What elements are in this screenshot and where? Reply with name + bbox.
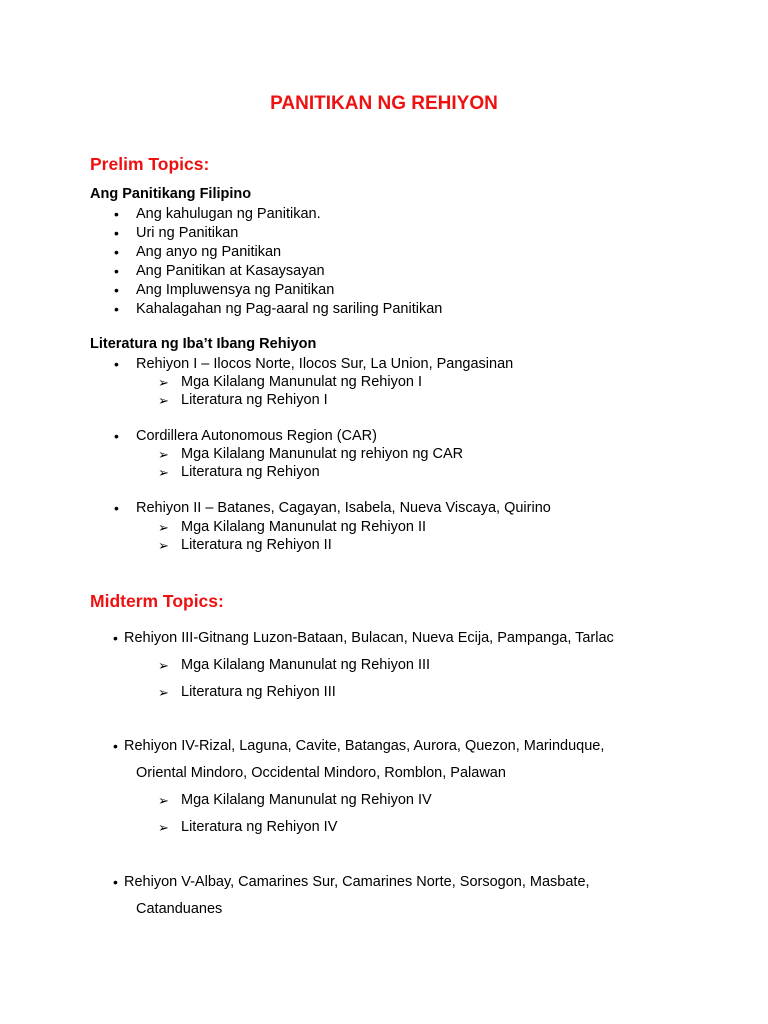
bullet-icon: • [114,225,119,241]
arrow-bullet-icon: ➢ [158,465,169,480]
arrow-bullet-icon: ➢ [158,658,169,673]
sub-list-item-text: Mga Kilalang Manunulat ng Rehiyon III [181,657,431,673]
sub-list-item-text: Literatura ng Rehiyon III [181,684,336,700]
list-item-text: Ang kahulugan ng Panitikan. [136,206,321,222]
midterm-heading: Midterm Topics: [90,591,224,611]
bullet-icon: • [114,206,119,222]
region-label-continuation: Oriental Mindoro, Occidental Mindoro, Romblon, Palawan [136,765,506,781]
arrow-bullet-icon: ➢ [158,447,169,462]
arrow-bullet-icon: ➢ [158,393,169,408]
sub-list-item-text: Literatura ng Rehiyon II [181,537,332,553]
sub-list-item-text: Mga Kilalang Manunulat ng Rehiyon IV [181,792,432,808]
list-item-text: Ang anyo ng Panitikan [136,244,282,260]
region-label: Rehiyon IV-Rizal, Laguna, Cavite, Batangas, Aurora, Quezon, Marinduque, [124,738,605,754]
bullet-icon: • [113,874,118,890]
arrow-bullet-icon: ➢ [158,375,169,390]
region-label: Rehiyon I – Ilocos Norte, Ilocos Sur, La Union, Pangasinan [136,356,514,372]
arrow-bullet-icon: ➢ [158,793,169,808]
prelim-heading: Prelim Topics: [90,154,210,174]
bullet-icon: • [113,738,118,754]
bullet-icon: • [114,356,119,372]
arrow-bullet-icon: ➢ [158,685,169,700]
sub-list-item-text: Literatura ng Rehiyon I [181,392,328,408]
bullet-icon: • [114,263,119,279]
arrow-bullet-icon: ➢ [158,538,169,553]
sub-list-item-text: Mga Kilalang Manunulat ng rehiyon ng CAR [181,446,464,462]
list-item-text: Uri ng Panitikan [136,225,239,241]
region-label-continuation: Catanduanes [136,901,223,917]
bullet-icon: • [114,301,119,317]
region-label: Rehiyon II – Batanes, Cagayan, Isabela, Nueva Viscaya, Quirino [136,500,551,516]
arrow-bullet-icon: ➢ [158,520,169,535]
region-label: Rehiyon III-Gitnang Luzon-Bataan, Bulacan, Nueva Ecija, Pampanga, Tarlac [124,630,614,646]
sub-list-item-text: Mga Kilalang Manunulat ng Rehiyon II [181,519,427,535]
bullet-icon: • [114,500,119,516]
list-item-text: Ang Panitikan at Kasaysayan [136,263,325,279]
list-item-text: Kahalagahan ng Pag-aaral ng sariling Panitikan [136,301,443,317]
region-label: Cordillera Autonomous Region (CAR) [136,428,377,444]
bullet-icon: • [113,630,118,646]
sub-list-item-text: Mga Kilalang Manunulat ng Rehiyon I [181,374,423,390]
bullet-icon: • [114,282,119,298]
region-label: Rehiyon V-Albay, Camarines Sur, Camarines Norte, Sorsogon, Masbate, [124,874,590,890]
panitikang-filipino-heading: Ang Panitikang Filipino [90,186,252,202]
literatura-heading: Literatura ng Iba’t Ibang Rehiyon [90,336,317,352]
bullet-icon: • [114,428,119,444]
list-item-text: Ang Impluwensya ng Panitikan [136,282,335,298]
sub-list-item-text: Literatura ng Rehiyon [181,464,320,480]
bullet-icon: • [114,244,119,260]
document-title: PANITIKAN NG REHIYON [270,93,498,114]
sub-list-item-text: Literatura ng Rehiyon IV [181,819,338,835]
arrow-bullet-icon: ➢ [158,820,169,835]
